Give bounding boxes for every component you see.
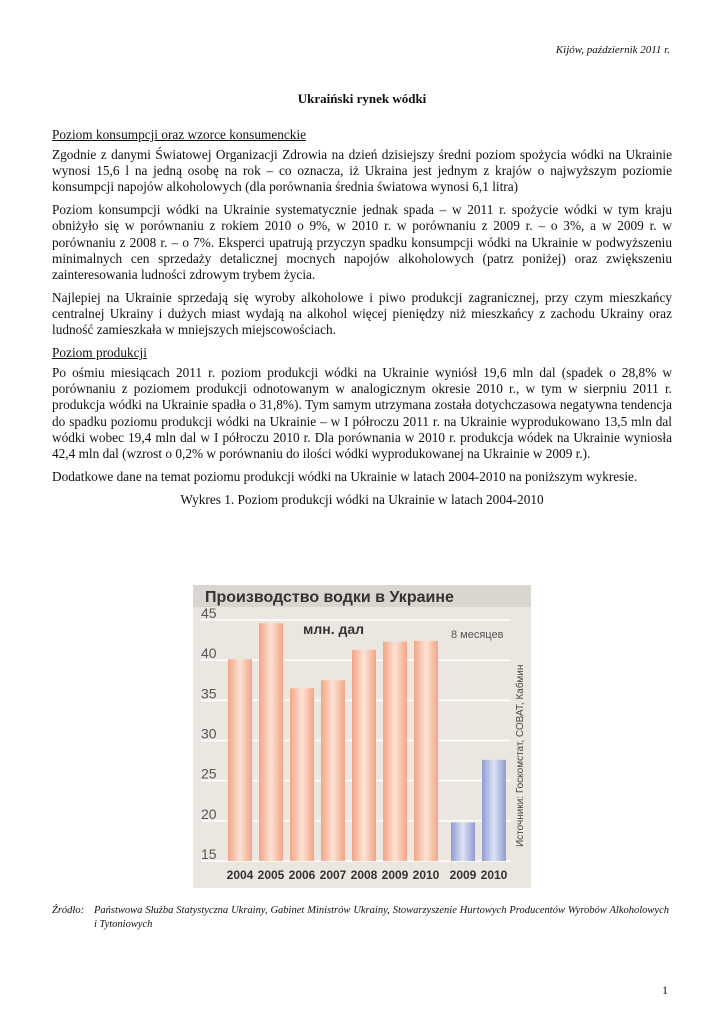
chart-title: Производство водки в Украине — [205, 589, 454, 606]
source-text: Państwowa Służba Statystyczna Ukrainy, Gabinet Ministrów Ukrainy, Stowarzyszenie Hurtowych Producentów Wyrobów Alkoholowych i Tytoniowych — [94, 905, 669, 930]
document-title: Ukraiński rynek wódki — [297, 91, 427, 106]
dateline: Kijów, październik 2011 r. — [555, 44, 670, 56]
chart-subtitle: млн. дал — [303, 621, 365, 637]
paragraph-2: Poziom konsumpcji wódki na Ukrainie systematycznie jednak spada – w 2011 r. spożycie wódki w tym kraju obniżyło się w porównaniu z rokiem 2010 o 9%, w 2010 r. w porównaniu z 2009 r. – o 3%, a w 2009 r. w porównaniu z 2008 r. – o 7%. Eksperci upatrują przyczyn spadku konsumpcji wódki na Ukrainie w podwyższeniu minimalnych cen sprzedaży detalicznej mocnych napojów alkoholowych (patrz poniżej) oraz zwiększeniu zainteresowania ludności zdrowym trybem życia. — [52, 202, 672, 282]
y-tick-label: 30 — [201, 725, 217, 742]
bar-2006 — [290, 688, 314, 861]
x-tick-label: 2005 — [257, 868, 285, 882]
bar-2004 — [228, 659, 252, 861]
x-tick-label: 2009 — [381, 868, 409, 882]
x-tick-label: 2006 — [288, 868, 316, 882]
figure-caption: Wykres 1. Poziom produkcji wódki na Ukrainie w latach 2004-2010 — [180, 491, 544, 507]
bar-2007 — [321, 680, 345, 861]
y-tick-label: 25 — [201, 765, 217, 782]
chart-source-label: Источники: Госкомстат, СОВАТ, Кабмин — [515, 664, 526, 847]
page-number: 1 — [662, 983, 668, 997]
bar-2010 — [414, 641, 438, 861]
bar-2010-8m — [482, 760, 506, 861]
y-tick-label: 35 — [201, 685, 217, 702]
production-chart — [193, 585, 531, 888]
paragraph-3: Najlepiej na Ukrainie sprzedają się wyroby alkoholowe i piwo produkcji zagranicznej, przy czym mieszkańcy centralnej Ukrainy i dużych miast wydają na alkohol więcej pieniędzy niż mieszkańcy z zachodu Ukrainy oraz ludność zamieszkała w mniejszych miejscowościach. — [52, 289, 672, 338]
y-tick-label: 15 — [201, 846, 217, 862]
source-note — [52, 904, 672, 931]
document-body — [52, 127, 672, 513]
chart-annotation: 8 месяцев — [451, 629, 504, 641]
y-tick-label: 40 — [201, 645, 217, 662]
x-axis-ticks — [227, 868, 508, 882]
bar-2008 — [352, 650, 376, 861]
paragraph-5: Dodatkowe dane na temat poziomu produkcji wódki na Ukrainie w latach 2004-2010 na poniższym wykresie. — [52, 468, 638, 484]
bar-2009 — [383, 642, 407, 861]
source-label: Źródło: — [52, 905, 85, 916]
x-tick-label: 2010 — [412, 868, 440, 882]
section-heading-production: Poziom produkcji — [52, 345, 147, 361]
paragraph-4: Po ośmiu miesiącach 2011 r. poziom produkcji wódki na Ukrainie wyniósł 19,6 mln dal (spadek o 28,8% w porównaniu z poziomem produkcji odnotowanym w analogicznym okresie 2010 r., w tym w sierpniu 2011 r. produkcja wódki na Ukrainie spadła o 31,8%). Tym samym utrzymana została dotychczasowa negatywna tendencja do spadku poziomu produkcji wódki na Ukrainie – w I półroczu 2011 r. na Ukrainie wyprodukowano 13,5 mln dal wódki wobec 19,4 mln dal w I półroczu 2010 r. Dla porównania w 2010 r. produkcja wódek na Ukrainie wyniosła 42,4 mln dal (wzrost o 0,2% w porównaniu do ilości wódki wyprodukowanej na Ukrainie w 2009 r.). — [52, 365, 672, 461]
chart-svg — [193, 585, 531, 888]
y-tick-label: 20 — [201, 805, 217, 822]
bar-2005 — [259, 623, 283, 861]
x-tick-label: 2008 — [350, 868, 378, 882]
x-tick-label: 2010 — [480, 868, 508, 882]
paragraph-1: Zgodnie z danymi Światowej Organizacji Zdrowia na dzień dzisiejszy średni poziom spożycia wódki na Ukrainie wynosi 15,6 l na jedną osobę na rok – co oznacza, iż Ukraina jest jednym z krajów o najwyższym poziomie konsumpcji napojów alkoholowych (dla porównania średnia światowa wynosi 6,1 litra) — [52, 147, 672, 195]
y-tick-label: 45 — [201, 605, 217, 622]
x-tick-label: 2004 — [226, 868, 254, 882]
section-heading-consumption: Poziom konsumpcji oraz wzorce konsumenckie — [52, 127, 307, 142]
x-tick-label: 2009 — [449, 868, 477, 882]
bar-2009-8m — [451, 822, 475, 861]
x-tick-label: 2007 — [319, 868, 347, 882]
